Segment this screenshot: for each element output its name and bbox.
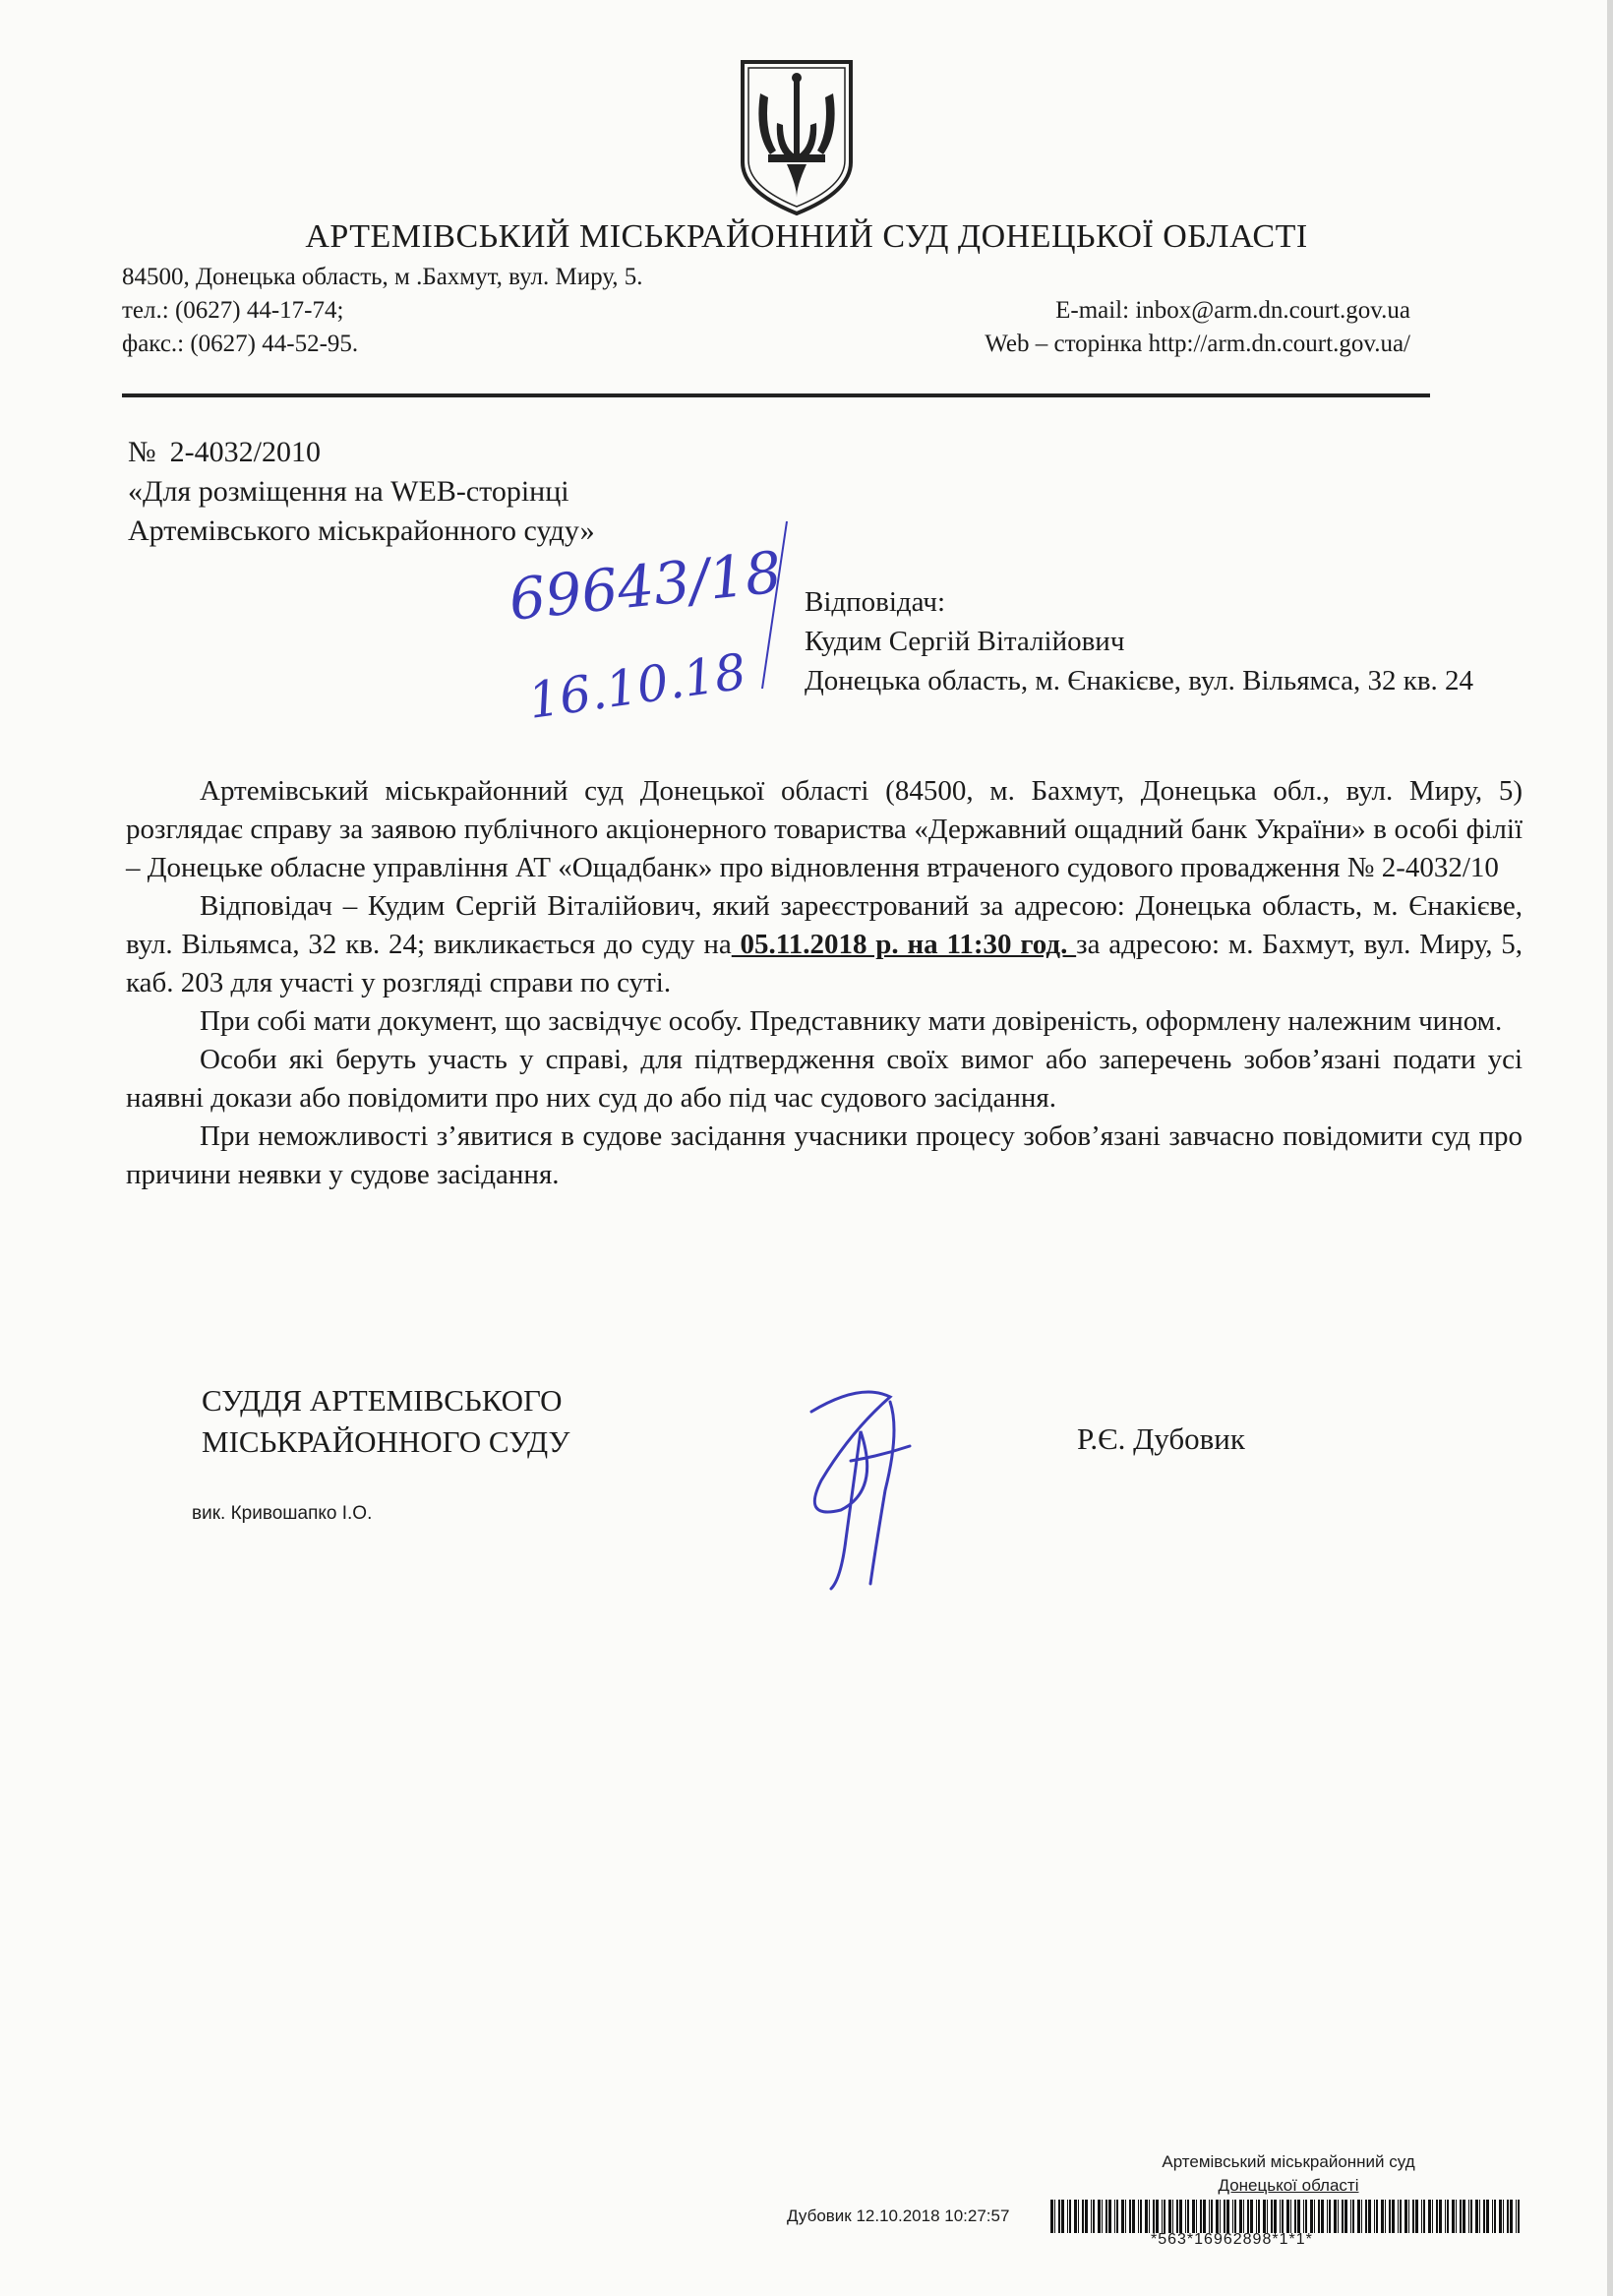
barcode-text: *563*16962898*1*1* [1151,2231,1313,2248]
stamp-court-line2: Донецької області [1218,2176,1359,2195]
respondent-address: Донецька область, м. Єнакієве, вул. Вільямса, 32 кв. 24 [805,665,1474,696]
respondent-label: Відповідач: [805,586,946,618]
judge-title-line1: СУДДЯ АРТЕМІВСЬКОГО [202,1383,563,1418]
case-number-value: 2-4032/2010 [169,436,321,468]
court-phone: тел.: (0627) 44-17-74; [122,297,344,324]
judge-signature [792,1372,949,1608]
paragraph-4: Особи які беруть участь у справі, для підтвердження своїх вимог або заперечень зобов’язані подати усі наявні докази або повідомити про них суд до або під час судового засідання. [126,1044,1523,1114]
handwritten-registration [492,512,806,748]
court-address: 84500, Донецька область, м .Бахмут, вул. Миру, 5. [122,264,643,290]
paragraph-2 [126,887,1523,1002]
judge-title [202,1380,569,1463]
number-sign: № [128,436,156,468]
court-online-contacts [985,294,1410,361]
executor: вик. Кривошапко І.О. [192,1503,373,1524]
paragraph-2-end: за адресою: м. Бахмут, вул. Миру, 5, каб. 203 для участі у розгляді справи по суті. [126,929,1523,998]
handwritten-reg-number: 69643/18 [506,538,785,634]
paragraph-3: При собі мати документ, що засвідчує особу. Представнику мати довіреність, оформлену належним чином. [200,1005,1503,1037]
court-email: E-mail: inbox@arm.dn.court.gov.ua [1055,297,1410,324]
respondent-block [805,582,1532,700]
court-contacts [122,261,643,361]
stamp-signer: Дубовик 12.10.2018 10:27:57 [787,2206,1010,2225]
court-web: Web – сторінка http://arm.dn.court.gov.ua/ [985,331,1410,357]
court-name: АРТЕМІВСЬКИЙ МІСЬКРАЙОННИЙ СУД ДОНЕЦЬКОЇ ОБЛАСТІ [305,218,1308,255]
web-note-line1: «Для розміщення на WEB-сторінці [128,475,569,508]
court-fax: факс.: (0627) 44-52-95. [122,331,359,357]
judge-title-line2: МІСЬКРАЙОННОГО СУДУ [202,1424,570,1459]
coat-of-arms-icon [733,54,861,221]
case-number [128,433,595,472]
paragraph-5: При неможливості з’явитися в судове засідання учасники процесу зобов’язані завчасно повідомити суд про причини неявки у судове засідання. [126,1120,1523,1190]
respondent-name: Кудим Сергій Віталійович [805,626,1125,657]
web-note-line2: Артемівського міськрайонного суду» [128,514,595,547]
paragraph-1: Артемівський міськрайонний суд Донецької області (84500, м. Бахмут, Донецька обл., вул. Миру, 5) розглядає справу за заявою публічного акціонерного товариства «Державний ощадний банк України» в особі філії – Донецьке обласне управління АТ «Ощадбанк» про відновлення втраченого судового провадження № 2-4032/10 [126,775,1523,883]
header-divider [122,393,1430,397]
paragraph-2-start: Відповідач – Кудим Сергій Віталійович, який зареєстрований за адресою: Донецька область, м. Єнакієве, вул. Вільямса, 32 кв. 24; викликається до суду на [126,890,1523,960]
stamp-court [1102,2150,1475,2198]
handwritten-reg-date: 16.10.18 [524,642,750,730]
letter-body [126,772,1523,1194]
scan-edge [1607,0,1613,2296]
barcode-icon [1050,2200,1523,2233]
judge-name: Р.Є. Дубовик [1077,1421,1245,1456]
hearing-date-time: 05.11.2018 р. на 11:30 год. [731,929,1077,960]
stamp-court-line1: Артемівський міськрайонний суд [1162,2152,1415,2171]
